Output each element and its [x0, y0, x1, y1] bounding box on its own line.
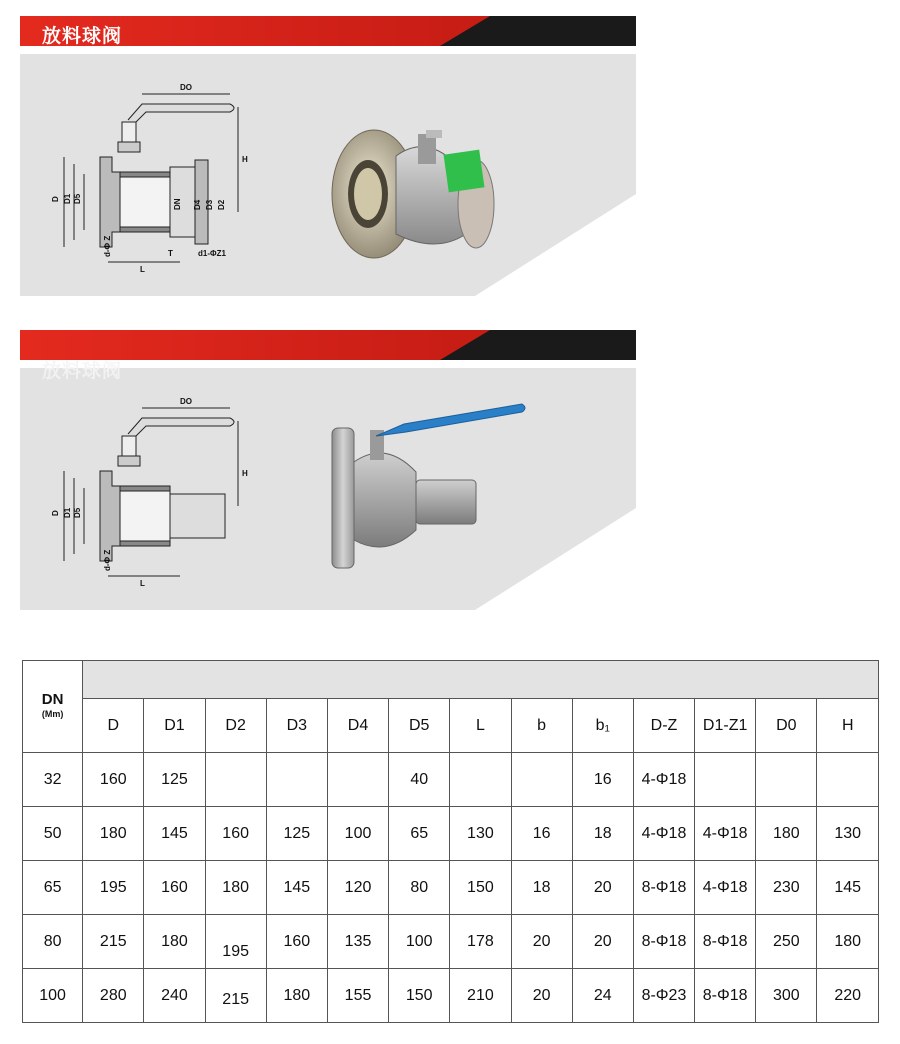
column-header: D1 — [144, 699, 205, 753]
cell-value: 220 — [834, 986, 862, 1004]
table-cell — [266, 807, 327, 861]
cell-value: 8-Φ18 — [702, 986, 748, 1004]
spec-table — [22, 660, 879, 1023]
green-tag-icon — [444, 150, 485, 193]
dn-header-cell — [23, 661, 83, 753]
table-cell — [389, 807, 450, 861]
table-row — [23, 915, 879, 969]
table-cell — [511, 969, 572, 1023]
svg-text:D5: D5 — [73, 193, 82, 204]
svg-text:L: L — [140, 265, 145, 274]
cell-value: 65 — [410, 824, 429, 842]
table-cell — [756, 807, 817, 861]
table-cell — [83, 969, 144, 1023]
table-cell — [633, 861, 694, 915]
table-cell — [511, 915, 572, 969]
table-cell — [633, 915, 694, 969]
svg-text:D1: D1 — [63, 507, 72, 518]
cell-value: 180 — [222, 878, 249, 896]
table-group-header-row — [23, 661, 879, 699]
svg-text:d1-ΦZ1: d1-ΦZ1 — [198, 249, 226, 258]
cell-value: 240 — [161, 986, 188, 1004]
dn-label: DN — [41, 690, 64, 708]
svg-text:D5: D5 — [73, 507, 82, 518]
table-row — [23, 969, 879, 1023]
valve-section-drawing-two-flange — [50, 62, 270, 292]
table-cell — [633, 753, 694, 807]
table-cell — [695, 807, 756, 861]
cell-value: 8-Φ18 — [702, 932, 748, 950]
cell-value: 125 — [283, 824, 311, 842]
cell-value: 8-Φ18 — [641, 932, 687, 950]
cell-value: 20 — [532, 932, 551, 950]
column-header: D5 — [389, 699, 450, 753]
svg-text:H: H — [242, 469, 248, 478]
cell-value: 250 — [772, 932, 800, 950]
svg-text:D: D — [51, 196, 60, 202]
flanged-ball-valve-photo — [326, 94, 506, 264]
cell-value: 215 — [222, 990, 249, 1008]
cell-value: 100 — [344, 824, 372, 842]
cell-value: 195 — [99, 878, 127, 896]
section-title: 放料球阀 — [42, 360, 123, 382]
column-header: b₁ — [572, 699, 633, 753]
cell-value: 230 — [772, 878, 800, 896]
column-header: L — [450, 699, 511, 753]
table-cell — [266, 753, 327, 807]
table-cell — [695, 753, 756, 807]
svg-text:D4: D4 — [193, 199, 202, 210]
table-cell — [572, 915, 633, 969]
cell-value: 178 — [467, 932, 494, 950]
single-flange-ball-valve-photo — [326, 400, 536, 575]
dn-cell: 65 — [23, 861, 83, 915]
table-cell — [511, 807, 572, 861]
cell-value: 135 — [344, 932, 372, 950]
svg-text:DO: DO — [180, 397, 192, 406]
table-cell — [450, 861, 511, 915]
table-cell — [450, 807, 511, 861]
svg-text:d-Φ Z: d-Φ Z — [103, 235, 112, 257]
table-cell — [389, 915, 450, 969]
product-section-2 — [20, 330, 636, 610]
table-cell — [205, 807, 266, 861]
column-header: D2 — [205, 699, 266, 753]
cell-value: 16 — [532, 824, 551, 842]
section-title: 放料球阀 — [42, 25, 123, 47]
section-banner — [20, 16, 636, 46]
svg-text:D1: D1 — [63, 193, 72, 204]
cell-value: 80 — [410, 878, 429, 896]
svg-text:L: L — [140, 579, 145, 588]
table-cell — [756, 969, 817, 1023]
column-header: H — [817, 699, 879, 753]
cell-value: 130 — [467, 824, 494, 842]
valve-section-drawing-single-flange — [50, 376, 270, 591]
table-row — [23, 753, 879, 807]
dimensions-group-header — [83, 661, 879, 699]
dn-cell: 32 — [23, 753, 83, 807]
dn-cell: 80 — [23, 915, 83, 969]
cell-value: 195 — [222, 942, 249, 960]
table-cell — [817, 753, 879, 807]
table-cell — [572, 753, 633, 807]
cell-value: 210 — [467, 986, 494, 1004]
table-cell — [817, 861, 879, 915]
cell-value: 160 — [161, 878, 188, 896]
svg-text:DN: DN — [173, 198, 182, 210]
product-panel — [20, 54, 636, 296]
cell-value: 24 — [593, 986, 612, 1004]
cell-value: 155 — [344, 986, 372, 1004]
table-cell — [389, 753, 450, 807]
table-cell — [389, 969, 450, 1023]
table-row — [23, 861, 879, 915]
column-header: D3 — [266, 699, 327, 753]
table-cell — [572, 807, 633, 861]
table-cell — [450, 915, 511, 969]
column-header: D-Z — [633, 699, 694, 753]
cell-value: 180 — [772, 824, 800, 842]
table-cell — [205, 915, 266, 969]
table-cell — [144, 753, 205, 807]
cell-value: 215 — [99, 932, 127, 950]
table-cell — [266, 969, 327, 1023]
svg-text:H: H — [242, 155, 248, 164]
table-cell — [144, 969, 205, 1023]
table-cell — [450, 969, 511, 1023]
svg-text:D2: D2 — [217, 199, 226, 210]
table-cell — [327, 753, 388, 807]
cell-value: 280 — [99, 986, 127, 1004]
cell-value: 130 — [834, 824, 862, 842]
table-cell — [511, 861, 572, 915]
cell-value: 145 — [834, 878, 862, 896]
svg-text:D3: D3 — [205, 199, 214, 210]
svg-text:D: D — [51, 510, 60, 516]
dn-cell: 50 — [23, 807, 83, 861]
cell-value: 160 — [283, 932, 311, 950]
cell-value: 16 — [593, 770, 612, 788]
cell-value: 145 — [161, 824, 188, 842]
table-cell — [389, 861, 450, 915]
table-cell — [633, 807, 694, 861]
column-header: D1-Z1 — [695, 699, 756, 753]
table-cell — [327, 969, 388, 1023]
table-cell — [83, 861, 144, 915]
table-cell — [83, 807, 144, 861]
table-cell — [327, 861, 388, 915]
table-cell — [266, 915, 327, 969]
cell-value: 40 — [410, 770, 429, 788]
cell-value: 145 — [283, 878, 311, 896]
table-cell — [695, 861, 756, 915]
dn-cell: 100 — [23, 969, 83, 1023]
table-cell — [83, 915, 144, 969]
table-cell — [817, 915, 879, 969]
cell-value: 4-Φ18 — [641, 770, 687, 788]
table-cell — [266, 861, 327, 915]
cell-value: 300 — [772, 986, 800, 1004]
cell-value: 100 — [405, 932, 433, 950]
table-cell — [817, 807, 879, 861]
table-cell — [144, 807, 205, 861]
svg-text:d-Φ Z: d-Φ Z — [103, 549, 112, 571]
product-panel — [20, 360, 636, 610]
table-row — [23, 807, 879, 861]
table-cell — [205, 969, 266, 1023]
cell-value: 20 — [593, 932, 612, 950]
table-cell — [450, 753, 511, 807]
table-body — [23, 753, 879, 1023]
table-cell — [205, 753, 266, 807]
cell-value: 18 — [593, 824, 612, 842]
cell-value: 20 — [593, 878, 612, 896]
cell-value: 150 — [405, 986, 433, 1004]
table-cell — [756, 915, 817, 969]
column-header: D4 — [327, 699, 388, 753]
cell-value: 180 — [283, 986, 311, 1004]
cell-value: 180 — [161, 932, 188, 950]
table-cell — [205, 861, 266, 915]
cell-value: 180 — [99, 824, 127, 842]
cell-value: 150 — [467, 878, 494, 896]
table-cell — [327, 807, 388, 861]
table-cell — [756, 753, 817, 807]
cell-value: 125 — [161, 770, 188, 788]
cell-value: 4-Φ18 — [641, 824, 687, 842]
table-cell — [511, 753, 572, 807]
cell-value: 8-Φ23 — [641, 986, 687, 1004]
table-cell — [327, 915, 388, 969]
cell-value: 180 — [834, 932, 862, 950]
cell-value: 160 — [222, 824, 249, 842]
column-header: D — [83, 699, 144, 753]
cell-value: 160 — [99, 770, 127, 788]
table-cell — [572, 861, 633, 915]
cell-value: 120 — [344, 878, 372, 896]
column-header: b — [511, 699, 572, 753]
table-header-row — [23, 699, 879, 753]
svg-text:T: T — [168, 249, 173, 258]
table-cell — [817, 969, 879, 1023]
cell-value: 20 — [532, 986, 551, 1004]
table-cell — [83, 753, 144, 807]
column-header: D0 — [756, 699, 817, 753]
table-cell — [572, 969, 633, 1023]
dn-unit: (Mm) — [41, 708, 64, 719]
table-cell — [695, 915, 756, 969]
cell-value: 8-Φ18 — [641, 878, 687, 896]
cell-value: 4-Φ18 — [702, 878, 748, 896]
table-cell — [144, 915, 205, 969]
table-cell — [633, 969, 694, 1023]
svg-text:DO: DO — [180, 83, 192, 92]
table-cell — [695, 969, 756, 1023]
blue-handle-icon — [376, 404, 525, 436]
table-cell — [756, 861, 817, 915]
table-cell — [144, 861, 205, 915]
cell-value: 4-Φ18 — [702, 824, 748, 842]
product-section-1 — [20, 16, 636, 296]
cell-value: 18 — [532, 878, 551, 896]
